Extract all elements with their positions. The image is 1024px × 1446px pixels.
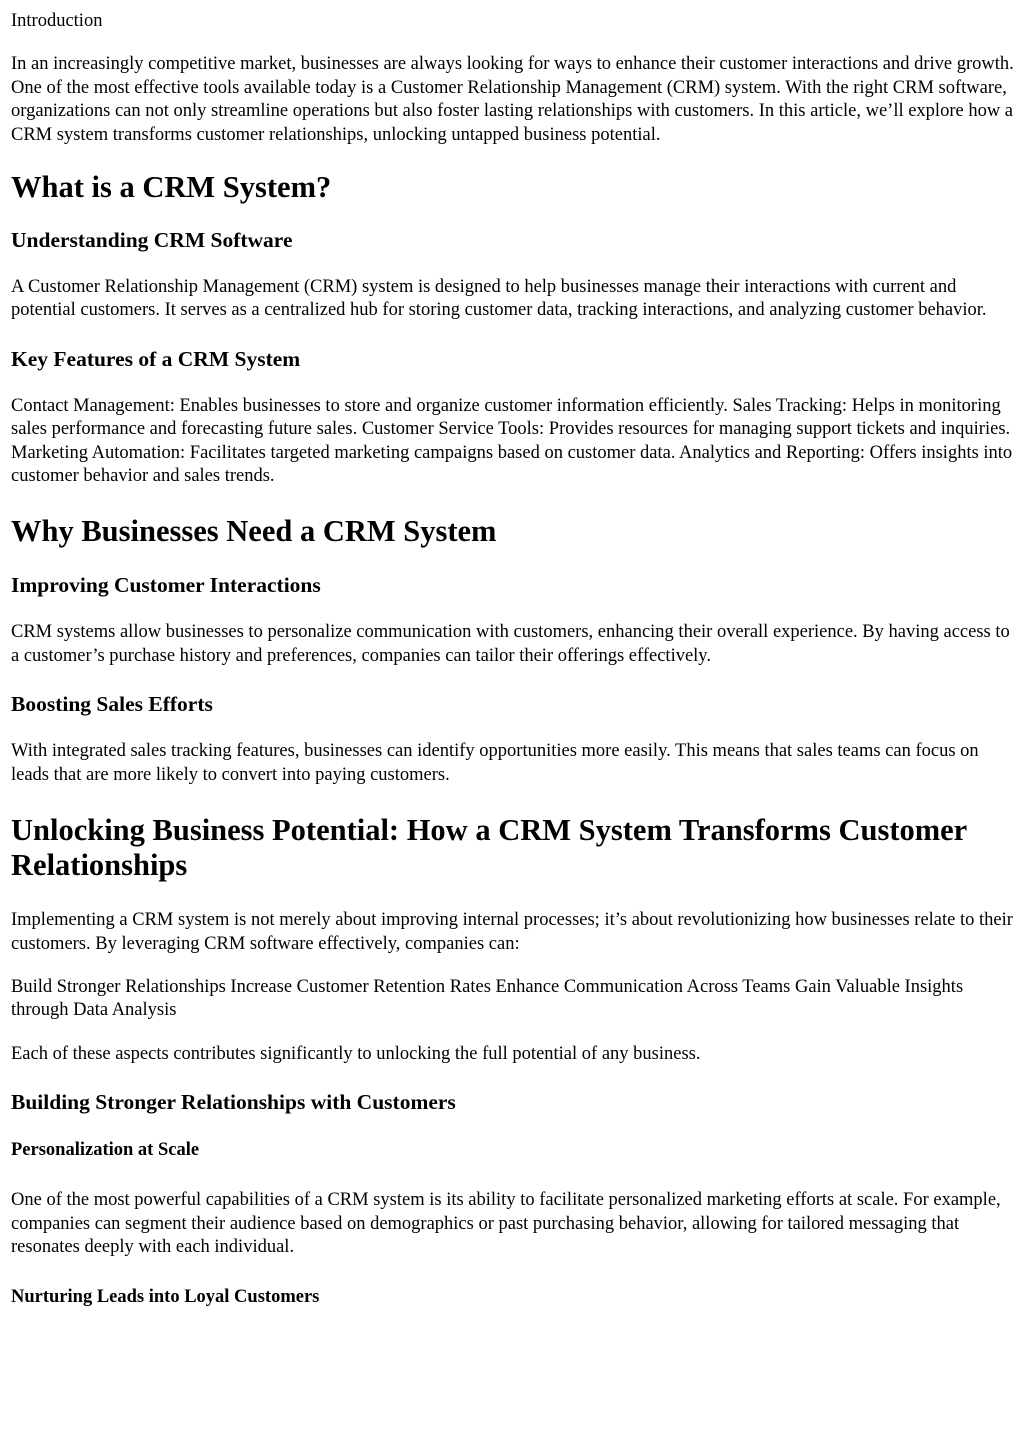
paragraph-unlocking-1: Implementing a CRM system is not merely about improving internal processes; it’s about revolutionizing how businesses relate to their customers. By leveraging CRM software effectively, companies can: [11, 910, 1013, 954]
paragraph-unlocking-3: Each of these aspects contributes significantly to unlocking the full potential of any business. [11, 1043, 701, 1064]
heading-why-businesses: Why Businesses Need a CRM System [11, 514, 497, 549]
heading-boosting-sales: Boosting Sales Efforts [11, 692, 213, 717]
heading-key-features: Key Features of a CRM System [11, 346, 301, 371]
intro-paragraph: In an increasingly competitive market, businesses are always looking for ways to enhance their customer interactions and drive growth. One of the most effective tools available today is a Customer Relationship Management (CRM) system. With the right CRM software, organizations can not only streamline operations but also foster lasting relationships with customers. In this article, we’ll explore how a CRM system transforms customer relationships, unlocking untapped business potential. [11, 54, 1014, 145]
heading-building-relationships: Building Stronger Relationships with Customers [11, 1090, 456, 1115]
heading-nurturing-leads: Nurturing Leads into Loyal Customers [11, 1287, 320, 1308]
intro-label: Introduction [11, 11, 103, 31]
paragraph-improving-interactions: CRM systems allow businesses to personalize communication with customers, enhancing their overall experience. By having access to a customer’s purchase history and preferences, companies can tailor their offerings effectively. [11, 622, 1010, 666]
paragraph-boosting-sales: With integrated sales tracking features, businesses can identify opportunities more easily. This means that sales teams can focus on leads that are more likely to convert into paying customers. [11, 741, 979, 785]
heading-personalization: Personalization at Scale [11, 1140, 200, 1161]
heading-unlocking-potential: Unlocking Business Potential: How a CRM System Transforms Customer Relationships [11, 813, 967, 883]
heading-improving-interactions: Improving Customer Interactions [11, 573, 321, 598]
paragraph-personalization: One of the most powerful capabilities of a CRM system is its ability to facilitate personalized marketing efforts at scale. For example, companies can segment their audience based on demographics or past purchasing behavior, allowing for tailored messaging that resonates deeply with each individual. [11, 1190, 1001, 1257]
heading-understanding-crm: Understanding CRM Software [11, 228, 293, 253]
paragraph-understanding-crm: A Customer Relationship Management (CRM) system is designed to help businesses manage their interactions with current and potential customers. It serves as a centralized hub for storing customer data, tracking interactions, and analyzing customer behavior. [11, 277, 987, 321]
paragraph-key-features: Contact Management: Enables businesses to store and organize customer information efficiently. Sales Tracking: Helps in monitoring sales performance and forecasting future sales. Customer Service Tools: Provides resources for managing support tickets and inquiries. Marketing Automation: Facilitates targeted marketing campaigns based on customer data. Analytics and Reporting: Offers insights into customer behavior and sales trends. [11, 395, 1013, 487]
paragraph-unlocking-2: Build Stronger Relationships Increase Customer Retention Rates Enhance Communication Across Teams Gain Valuable Insights through Data Analysis [11, 976, 964, 1021]
heading-what-is-crm: What is a CRM System? [11, 170, 332, 205]
